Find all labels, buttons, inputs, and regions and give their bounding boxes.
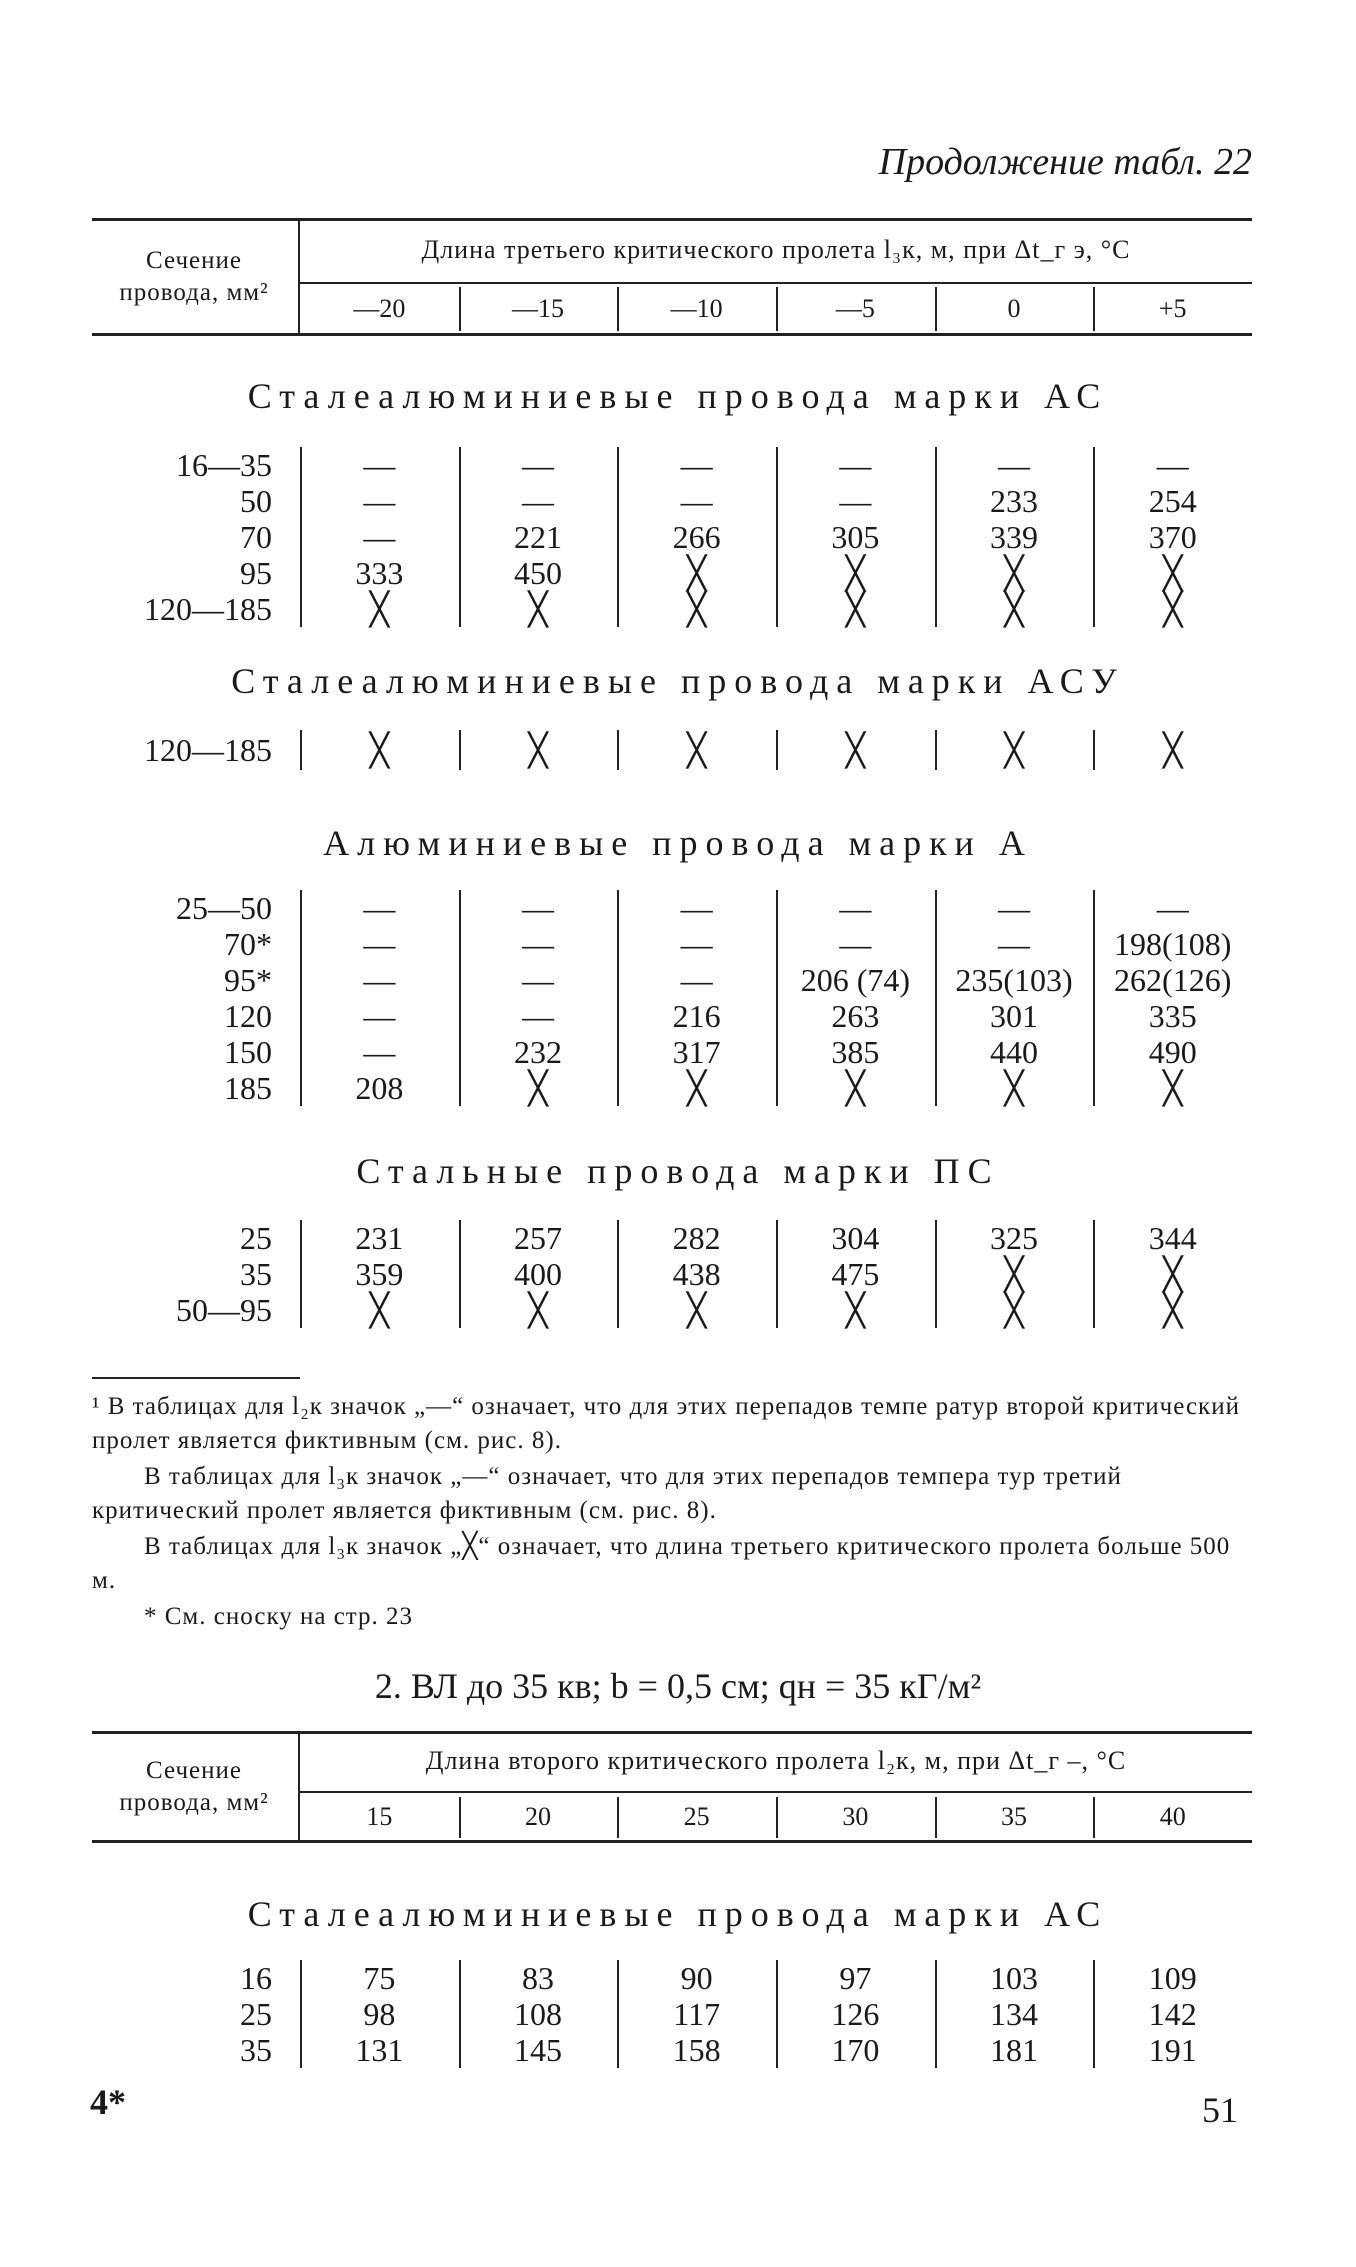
table-cell: ╳ [935, 555, 1094, 591]
table-cell: — [459, 926, 618, 962]
column-header: 30 [776, 1791, 935, 1843]
table-cell: ╳ [935, 591, 1094, 627]
table-cell: ╳ [935, 730, 1094, 770]
column-header: 35 [935, 1791, 1094, 1843]
table-row [92, 962, 1252, 998]
section-grid-ps [92, 1220, 1252, 1328]
table-cell: ╳ [1093, 730, 1252, 770]
table-cell: 333 [300, 555, 459, 591]
column-header: 25 [617, 1791, 776, 1843]
table-cell: — [935, 447, 1094, 483]
table-cell: 305 [776, 519, 935, 555]
table-cell: 191 [1093, 2032, 1252, 2068]
table-cell: ╳ [459, 591, 618, 627]
column-header: —10 [617, 282, 776, 336]
table-cell: ╳ [459, 730, 618, 770]
table-cell: 301 [935, 998, 1094, 1034]
section-title: Сталеалюминиевые провода марки АСУ [231, 661, 1125, 701]
table-row [92, 730, 1252, 770]
row-label: 95* [224, 961, 272, 998]
table-cell: 206 (74) [776, 962, 935, 998]
row-label: 50—95 [176, 1291, 272, 1328]
section-title: Сталеалюминиевые провода марки АС [247, 1894, 1109, 1934]
table-cell: 221 [459, 519, 618, 555]
table-cell: 335 [1093, 998, 1252, 1034]
table-cell: ╳ [935, 1256, 1094, 1292]
table-cell: 325 [935, 1220, 1094, 1256]
table1-column-headers [300, 282, 1252, 336]
table-cell: 475 [776, 1256, 935, 1292]
table-cell: 145 [459, 2032, 618, 2068]
section-title: Стальные провода марки ПС [356, 1151, 1000, 1191]
column-header: —15 [459, 282, 618, 336]
table-cell: 344 [1093, 1220, 1252, 1256]
table-cell: — [459, 890, 618, 926]
table-cell: 235(103) [935, 962, 1094, 998]
table-cell: 142 [1093, 1996, 1252, 2032]
table-row [92, 447, 1252, 483]
table-cell: ╳ [935, 1070, 1094, 1106]
table-cell: 98 [300, 1996, 459, 2032]
column-header: +5 [1093, 282, 1252, 336]
table-cell: ╳ [1093, 1070, 1252, 1106]
table-cell: 339 [935, 519, 1094, 555]
row-label: 35 [240, 2031, 272, 2068]
table-cell: 254 [1093, 483, 1252, 519]
table-cell: 450 [459, 555, 618, 591]
table-cell: ╳ [776, 1292, 935, 1328]
table-row [92, 1070, 1252, 1106]
row-label: 16—35 [176, 446, 272, 483]
table-cell: — [776, 447, 935, 483]
column-header: 20 [459, 1791, 618, 1843]
table-cell: ╳ [617, 730, 776, 770]
table-cell: 134 [935, 1996, 1094, 2032]
table-cell: 83 [459, 1960, 618, 1996]
table2-title: 2. ВЛ до 35 кв; b = 0,5 см; qн = 35 кГ/м² [374, 1666, 982, 1706]
row-label: 35 [240, 1255, 272, 1292]
column-header: —5 [776, 282, 935, 336]
table-row [92, 926, 1252, 962]
table-cell: 317 [617, 1034, 776, 1070]
table-cell: — [617, 483, 776, 519]
row-label: 50 [240, 482, 272, 519]
table-row [92, 998, 1252, 1034]
row-label: 150 [224, 1033, 272, 1070]
table-cell: ╳ [935, 1292, 1094, 1328]
table-cell: 440 [935, 1034, 1094, 1070]
table-cell: 232 [459, 1034, 618, 1070]
table1-header [92, 218, 1252, 336]
section-grid-ac [92, 447, 1252, 627]
table-cell: ╳ [459, 1070, 618, 1106]
table-cell: 75 [300, 1960, 459, 1996]
table-cell: 126 [776, 1996, 935, 2032]
table-cell: ╳ [617, 555, 776, 591]
table-cell: 490 [1093, 1034, 1252, 1070]
table1-stub-header: Сечение провода, мм² [119, 247, 269, 306]
table-cell: 233 [935, 483, 1094, 519]
table-cell: — [300, 890, 459, 926]
table-cell: 90 [617, 1960, 776, 1996]
table-cell: — [300, 519, 459, 555]
table-cell: 198(108) [1093, 926, 1252, 962]
row-label: 120 [224, 997, 272, 1034]
table-cell: — [300, 447, 459, 483]
footnote-1: ¹ В таблицах для l₂к значок „—“ означает, что для этих перепадов темпе ратур второй критический пролет является фиктивным (см. рис. 8). [92, 1393, 1240, 1454]
table-row [92, 2032, 1252, 2068]
row-label: 70* [224, 925, 272, 962]
table-cell: 108 [459, 1996, 618, 2032]
table-cell: ╳ [1093, 1256, 1252, 1292]
table-cell: — [459, 962, 618, 998]
table-cell: ╳ [776, 730, 935, 770]
table-row [92, 1220, 1252, 1256]
table-cell: 216 [617, 998, 776, 1034]
table-cell: ╳ [1093, 591, 1252, 627]
table-cell: 263 [776, 998, 935, 1034]
column-header: 15 [366, 1802, 393, 1832]
row-label: 25 [240, 1219, 272, 1256]
table-cell: 266 [617, 519, 776, 555]
table2-stub-header: Сечение провода, мм² [119, 1757, 269, 1816]
table-cell: ╳ [617, 591, 776, 627]
table-cell: 117 [617, 1996, 776, 2032]
table-cell: — [1093, 447, 1252, 483]
table2-spanner: Длина второго критического пролета l₂к, м, при Δt_г –, °С [425, 1746, 1127, 1776]
table2-header [92, 1731, 1252, 1843]
table-cell: 208 [300, 1070, 459, 1106]
table-cell: — [300, 1034, 459, 1070]
table-row [92, 519, 1252, 555]
column-header: —20 [353, 293, 406, 323]
section-grid-table2 [92, 1960, 1252, 2068]
table-cell: ╳ [300, 591, 459, 627]
signature-mark: 4* [90, 2082, 126, 2122]
table-row [92, 591, 1252, 627]
table-cell: — [776, 483, 935, 519]
column-header: 0 [935, 282, 1094, 336]
table-row [92, 1292, 1252, 1328]
table-cell: — [300, 998, 459, 1034]
table-cell: ╳ [776, 1070, 935, 1106]
table-cell: 257 [459, 1220, 618, 1256]
table-cell: 359 [300, 1256, 459, 1292]
row-label: 25—50 [176, 889, 272, 926]
table-cell: — [617, 962, 776, 998]
table-cell: — [300, 962, 459, 998]
table-cell: ╳ [776, 591, 935, 627]
page-number: 51 [1202, 2090, 1238, 2130]
table-row [92, 1996, 1252, 2032]
section-grid-a [92, 890, 1252, 1106]
row-label: 120—185 [144, 590, 272, 627]
table-cell: ╳ [776, 555, 935, 591]
table-cell: — [617, 890, 776, 926]
table2-column-headers [300, 1791, 1252, 1843]
table-cell: 438 [617, 1256, 776, 1292]
table-cell: ╳ [300, 730, 459, 770]
table-cell: 103 [935, 1960, 1094, 1996]
table-cell: ╳ [617, 1070, 776, 1106]
row-label: 95 [240, 554, 272, 591]
table-cell: ╳ [1093, 1292, 1252, 1328]
table-cell: — [459, 447, 618, 483]
table-cell: — [776, 890, 935, 926]
column-header: 40 [1093, 1791, 1252, 1843]
table-cell: 370 [1093, 519, 1252, 555]
footnote-3: В таблицах для l₃к значок „╳“ означает, что длина третьего критического пролета больше 500 м. [92, 1533, 1231, 1594]
table-cell: 231 [300, 1220, 459, 1256]
row-label: 70 [240, 518, 272, 555]
table-cell: — [459, 998, 618, 1034]
row-label: 120—185 [144, 731, 272, 768]
table-cell: ╳ [300, 1292, 459, 1328]
table-row [92, 555, 1252, 591]
table-cell: 400 [459, 1256, 618, 1292]
table-cell: 385 [776, 1034, 935, 1070]
table-caption: Продолжение табл. 22 [878, 141, 1252, 183]
table-cell: 97 [776, 1960, 935, 1996]
table-cell: — [617, 447, 776, 483]
table1-spanner: Длина третьего критического пролета l₃к, м, при Δt_г э, °С [421, 234, 1131, 264]
table-row [92, 1960, 1252, 1996]
table-cell: — [776, 926, 935, 962]
table-cell: ╳ [1093, 555, 1252, 591]
section-title: Сталеалюминиевые провода марки АС [247, 376, 1109, 416]
table-cell: — [459, 483, 618, 519]
footnote-4: * См. сноску на стр. 23 [144, 1603, 414, 1630]
table-cell: — [935, 926, 1094, 962]
table-cell: 170 [776, 2032, 935, 2068]
table-cell: 109 [1093, 1960, 1252, 1996]
section-title: Алюминиевые провода марки А [323, 823, 1033, 863]
table-cell: — [300, 926, 459, 962]
table-cell: 262(126) [1093, 962, 1252, 998]
table-cell: 158 [617, 2032, 776, 2068]
table-cell: — [1093, 890, 1252, 926]
row-label: 185 [224, 1069, 272, 1106]
table-row [92, 483, 1252, 519]
table-cell: 131 [300, 2032, 459, 2068]
row-label: 25 [240, 1995, 272, 2032]
table-cell: — [617, 926, 776, 962]
table-row [92, 1256, 1252, 1292]
table-cell: 282 [617, 1220, 776, 1256]
table-row [92, 890, 1252, 926]
footnote-2: В таблицах для l₃к значок „—“ означает, что для этих перепадов темпера тур третий критический пролет является фиктивным (см. рис. 8). [92, 1463, 1122, 1524]
table-cell: 304 [776, 1220, 935, 1256]
table-cell: ╳ [617, 1292, 776, 1328]
section-grid-acy [92, 730, 1252, 770]
table-cell: ╳ [459, 1292, 618, 1328]
table-cell: — [935, 890, 1094, 926]
row-label: 16 [240, 1959, 272, 1996]
table-cell: — [300, 483, 459, 519]
table-cell: 181 [935, 2032, 1094, 2068]
table-row [92, 1034, 1252, 1070]
